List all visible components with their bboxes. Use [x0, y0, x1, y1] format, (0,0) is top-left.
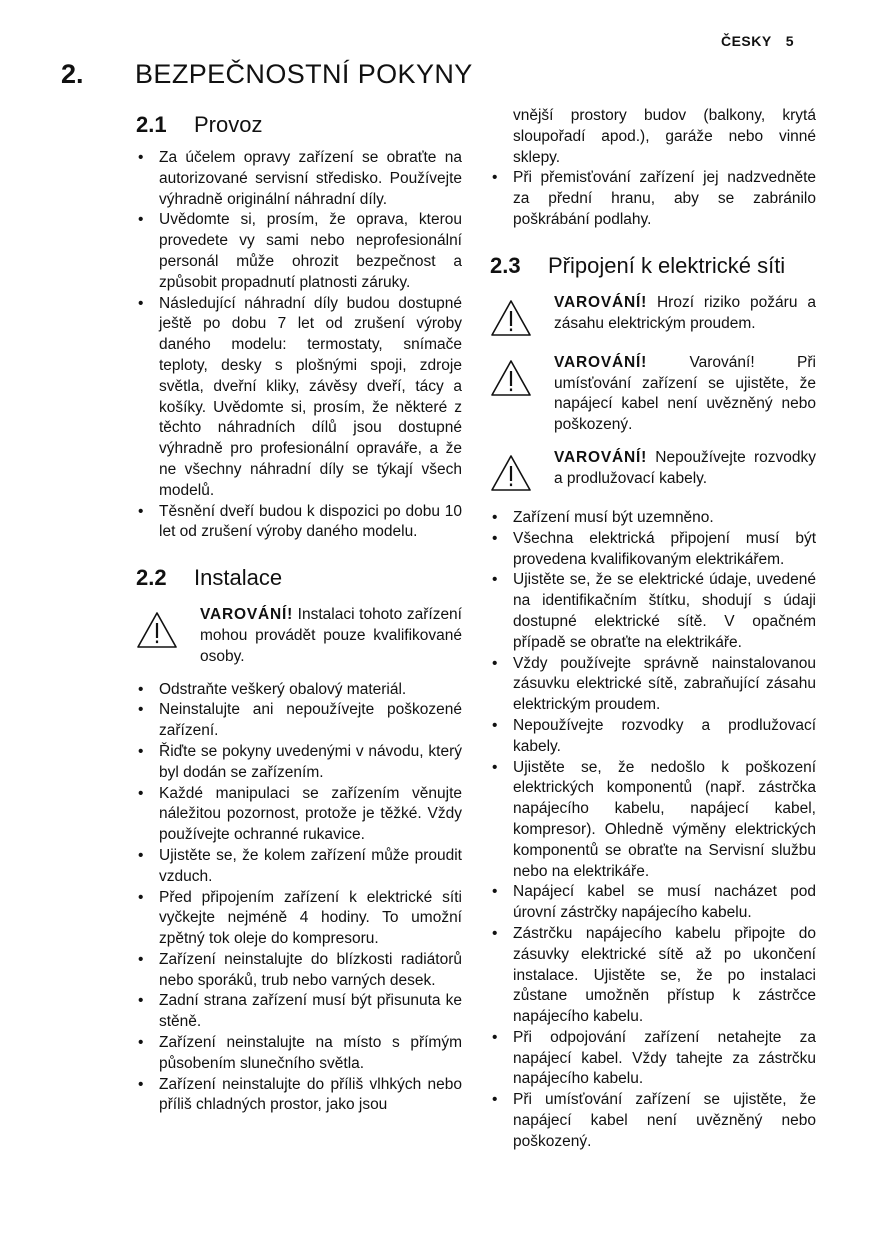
- section-title: Instalace: [194, 565, 283, 591]
- bullet-list-provoz: [136, 148, 462, 543]
- warning-triangle-icon: [490, 454, 532, 492]
- list-item: • Nepoužívejte rozvodky a prodlužovací kabely.: [490, 716, 816, 758]
- warning-triangle-icon: [490, 299, 532, 337]
- list-item: • Ujistěte se, že se elektrické údaje, uvedené na identifikačním štítku, shodují s údaji dostupné elektrické sítě. V opačném případě se obraťte na elektrikáře.: [490, 570, 816, 653]
- list-item: • Následující náhradní díly budou dostupné ještě po dobu 7 let od zrušení výroby daného modelu: termostaty, snímače teploty, desky s plošnými spoji, zdroje světla, dveřní kliky, závěsy dveří, tácy a košíky. Uvědomte si, prosím, že některé z těchto náhradních dílů jsou dostupné výhradně pro profesionální opraváře, a že ne všechny náhradní díly se týkají všech modelů.: [136, 294, 462, 502]
- list-item: • Před připojením zařízení k elektrické síti vyčkejte nejméně 4 hodiny. To umožní zpětný tok oleje do kompresoru.: [136, 888, 462, 950]
- list-item: • Zařízení musí být uzemněno.: [490, 508, 816, 529]
- warning-label: VAROVÁNÍ!: [554, 293, 648, 311]
- list-item: • Vždy používejte správně nainstalovanou zásuvku elektrické sítě, zabraňující zásahu elektrickým proudem.: [490, 654, 816, 716]
- warning-triangle-icon: [490, 359, 532, 397]
- list-item: • Ujistěte se, že nedošlo k poškození elektrických komponentů (např. zástrčka napájecího kabelu, napájecí kabel, kompresor). Ohledně výměny elektrických komponentů se obraťte na Servisní službu nebo na elektrikáře.: [490, 758, 816, 883]
- list-item-continuation: vnější prostory budov (balkony, krytá sloupořadí apod.), garáže nebo vinné sklepy.: [513, 107, 816, 166]
- list-item: • Zařízení neinstalujte na místo s přímým působením slunečního světla.: [136, 1033, 462, 1075]
- list-item: • Zařízení neinstalujte do příliš vlhkých nebo příliš chladných prostor, jako jsou: [136, 1075, 462, 1117]
- section-number: 2.1: [136, 112, 167, 137]
- warning-block: [136, 605, 462, 667]
- list-item: • Při odpojování zařízení netahejte za napájecí kabel. Vždy tahejte za zástrčku napájecího kabelu.: [490, 1028, 816, 1090]
- warning-text: Instalaci tohoto zařízení mohou provádět pouze kvalifikované osoby.: [200, 606, 462, 665]
- warning-text: Nepoužívejte rozvodky a prodlužovací kabely.: [554, 448, 816, 487]
- list-item: • Všechna elektrická připojení musí být provedena kvalifikovaným elektrikářem.: [490, 529, 816, 571]
- list-item: • Ujistěte se, že kolem zařízení může proudit vzduch.: [136, 846, 462, 888]
- section-heading-2-3: [490, 249, 816, 283]
- warning-block: [490, 353, 816, 436]
- page-header: [721, 33, 794, 49]
- list-item: • Uvědomte si, prosím, že oprava, kterou provedete vy sami nebo neprofesionální personál může ohrozit bezpečnost a způsobit propadnutí platnosti záruky.: [136, 210, 462, 293]
- section-number: 2.2: [136, 565, 167, 591]
- bullet-list-instalace: [136, 680, 462, 1117]
- list-item: • Těsnění dveří budou k dispozici po dobu 10 let od zrušení výroby daného modelu.: [136, 502, 462, 544]
- list-item: • Napájecí kabel se musí nacházet pod úrovní zástrčky napájecího kabelu.: [490, 882, 816, 924]
- warning-triangle-icon: [136, 611, 178, 649]
- list-item: • Zařízení neinstalujte do blízkosti radiátorů nebo sporáků, trub nebo varných desek.: [136, 950, 462, 992]
- language-label: ČESKY: [720, 33, 772, 49]
- list-item: • Zástrčku napájecího kabelu připojte do zásuvky elektrické sítě až po ukončení instalace. Ujistěte se, že po instalaci zůstane umožněn přístup k zástrčce napájecího kabelu.: [490, 924, 816, 1028]
- list-item: • Řiďte se pokyny uvedenými v návodu, který byl dodán se zařízením.: [136, 742, 462, 784]
- warning-label: VAROVÁNÍ!: [554, 353, 648, 371]
- chapter-title: BEZPEČNOSTNÍ POKYNY: [135, 59, 473, 89]
- list-item: • Zadní strana zařízení musí být přisunuta ke stěně.: [136, 991, 462, 1033]
- list-item: • Neinstalujte ani nepoužívejte poškozené zařízení.: [136, 700, 462, 742]
- warning-block: [490, 293, 816, 341]
- list-item: • Každé manipulaci se zařízením věnujte náležitou pozornost, protože je těžké. Vždy používejte ochranné rukavice.: [136, 784, 462, 846]
- section-heading-2-2: [136, 561, 462, 595]
- chapter-number: 2.: [61, 59, 84, 89]
- section-number: 2.3: [490, 252, 521, 278]
- page-number: 5: [785, 33, 794, 49]
- section-title: Připojení k elektrické síti: [548, 252, 786, 278]
- section-heading-2-1: [136, 108, 462, 142]
- left-column: [136, 104, 462, 1116]
- bullet-list-pripojeni: [490, 508, 816, 1153]
- warning-label: VAROVÁNÍ!: [554, 448, 648, 466]
- warning-block: [490, 448, 816, 496]
- warning-text: Varování! Při umísťování zařízení se ujistěte, že napájecí kabel není uvězněný nebo poškozený.: [554, 353, 816, 434]
- list-item: • Při umísťování zařízení se ujistěte, že napájecí kabel není uvězněný nebo poškozený.: [490, 1090, 816, 1152]
- section-title: Provoz: [194, 112, 263, 137]
- warning-text: Hrozí riziko požáru a zásahu elektrickým proudem.: [554, 293, 816, 332]
- list-item: • Při přemisťování zařízení jej nadzvedněte za přední hranu, aby se zabránilo poškrábání podlahy.: [490, 168, 816, 230]
- right-column: [490, 106, 816, 1153]
- list-item: • Odstraňte veškerý obalový materiál.: [136, 680, 462, 701]
- warning-label: VAROVÁNÍ!: [200, 606, 294, 624]
- list-item: • Za účelem opravy zařízení se obraťte na autorizované servisní středisko. Používejte výhradně originální náhradní díly.: [136, 148, 462, 210]
- bullet-list-instalace-cont: [490, 168, 816, 230]
